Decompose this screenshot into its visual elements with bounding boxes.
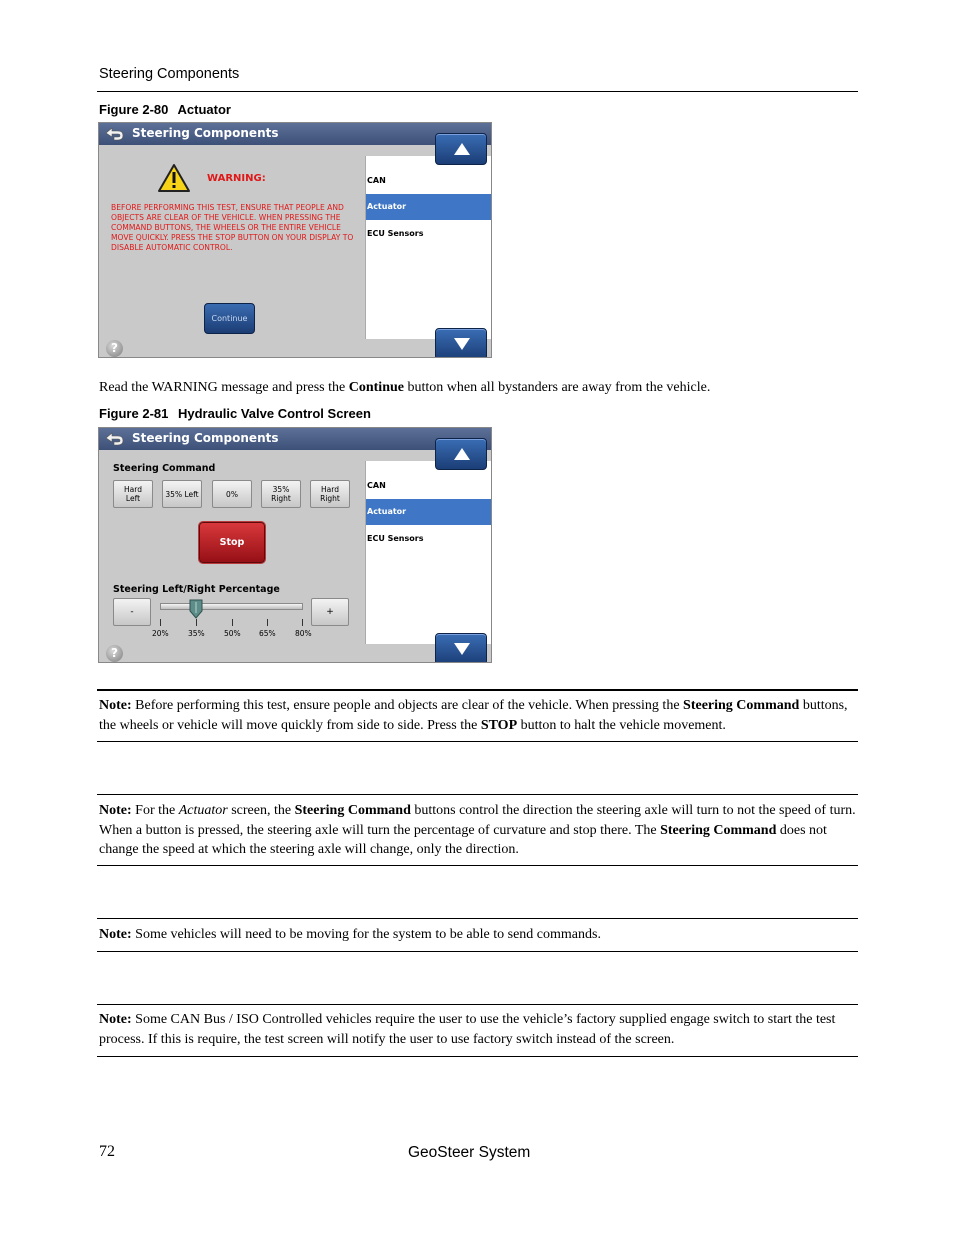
note-label: Note: (99, 698, 132, 713)
arrow-up-icon (454, 448, 470, 460)
list-item-can[interactable]: CAN (367, 481, 386, 490)
note-can-bus (99, 1010, 856, 1049)
note-text: does not change the speed at which the steering axle will change, only the direction. (99, 822, 827, 857)
list-item-ecu-sensors[interactable]: ECU Sensors (367, 534, 424, 543)
steering-command-label: Steering Command (113, 463, 216, 474)
screen-title: Steering Components (132, 126, 279, 140)
note-rule-bottom (97, 741, 858, 742)
note-steering-command (99, 801, 856, 860)
screen-titlebar (99, 123, 491, 145)
hard-left-button[interactable]: Hard Left (113, 480, 153, 508)
35-left-button[interactable]: 35% Left (162, 480, 202, 508)
list-item-ecu-sensors[interactable]: ECU Sensors (367, 229, 424, 238)
scroll-down-button[interactable] (435, 633, 487, 663)
note-moving-vehicles (99, 925, 856, 945)
0-percent-button[interactable]: 0% (212, 480, 252, 508)
note-text: buttons control the direction the steering axle will turn to not the speed of turn. When a button is pressed, the steering axle will turn the percentage of curvature and stop there. The (99, 803, 856, 838)
note-bold: Steering Command (683, 698, 800, 713)
warning-text: BEFORE PERFORMING THIS TEST, ENSURE THAT PEOPLE AND OBJECTS ARE CLEAR OF THE VEHICLE. WHEN PRESSING THE COMMAND BUTTONS, THE WHEELS OR THE ENTIRE VEHICLE MOVE QUICKLY. PRESS THE STOP BUTTON ON YOUR DISPLAY TO DISABLE AUTOMATIC CONTROL. (111, 203, 354, 252)
back-arrow-icon[interactable] (103, 125, 125, 142)
para-bold: Continue (348, 380, 404, 395)
hard-right-button[interactable]: Hard Right (310, 480, 350, 508)
tick-label-20: 20% (152, 629, 169, 638)
note-text: For the (131, 803, 179, 818)
list-item-actuator[interactable]: Actuator (366, 499, 492, 525)
tick-label-80: 80% (295, 629, 312, 638)
note-bold: Steering Command (660, 822, 777, 838)
running-head: Steering Components (99, 66, 240, 82)
tick-mark (160, 619, 161, 626)
note-rule-top (97, 1004, 858, 1005)
header-rule (97, 91, 858, 92)
instruction-paragraph (99, 378, 856, 397)
figure-caption-hydraulic (99, 406, 371, 421)
note-rule-top (97, 918, 858, 919)
tick-label-35: 35% (188, 629, 205, 638)
note-label: Note: (99, 803, 132, 818)
note-text: screen, the (227, 803, 295, 818)
figure-number: Figure 2-81 (99, 406, 169, 421)
note-text: button to halt the vehicle movement. (517, 717, 726, 733)
para-text: button when all bystanders are away from the vehicle. (403, 380, 711, 395)
component-list (365, 461, 492, 644)
note-label: Note: (99, 927, 132, 942)
help-icon[interactable]: ? (106, 340, 123, 357)
increase-button[interactable]: + (311, 598, 349, 626)
figure-number: Figure 2-80 (99, 102, 169, 117)
note-italic: Actuator (178, 803, 228, 818)
list-item-can[interactable]: CAN (367, 176, 386, 185)
note-text: buttons, the wheels or vehicle will move quickly from side to side. Press the (99, 698, 848, 733)
para-text: Read the WARNING message and press the (99, 380, 349, 395)
warning-title: WARNING: (207, 173, 266, 184)
page-number: 72 (99, 1143, 115, 1160)
arrow-down-icon (454, 338, 470, 350)
note-text: Before performing this test, ensure people and objects are clear of the vehicle. When pressing the (131, 698, 684, 713)
stop-button[interactable]: Stop (199, 522, 265, 563)
screen-title: Steering Components (132, 431, 279, 445)
help-icon[interactable]: ? (106, 645, 123, 662)
figure-caption-actuator (99, 102, 231, 117)
component-list (365, 156, 492, 339)
scroll-up-button[interactable] (435, 133, 487, 165)
tick-mark (232, 619, 233, 626)
screen-titlebar (99, 428, 491, 450)
scroll-down-button[interactable] (435, 328, 487, 358)
back-arrow-icon[interactable] (103, 430, 125, 447)
note-rule-top (97, 794, 858, 795)
note-rule-bottom (97, 865, 858, 866)
tick-mark (302, 619, 303, 626)
slider-thumb-icon[interactable] (189, 599, 203, 619)
tick-label-50: 50% (224, 629, 241, 638)
note-rule-top (97, 689, 858, 691)
list-item-actuator[interactable]: Actuator (366, 194, 492, 220)
tick-mark (196, 619, 197, 626)
note-bold: STOP (480, 717, 518, 733)
figure-title: Actuator (177, 102, 231, 117)
arrow-up-icon (454, 143, 470, 155)
warning-triangle-icon (157, 163, 191, 193)
note-bold: Steering Command (294, 803, 411, 818)
note-rule-bottom (97, 1056, 858, 1057)
note-safety (99, 696, 856, 735)
note-text: Some vehicles will need to be moving for the system to be able to send commands. (131, 927, 601, 942)
tick-mark (267, 619, 268, 626)
35-right-button[interactable]: 35% Right (261, 480, 301, 508)
actuator-warning-screen (98, 122, 492, 358)
continue-button[interactable]: Continue (204, 303, 255, 334)
hydraulic-valve-control-screen (98, 427, 492, 663)
steering-percentage-label: Steering Left/Right Percentage (113, 584, 280, 595)
note-label: Note: (99, 1012, 132, 1027)
note-text: Some CAN Bus / ISO Controlled vehicles require the user to use the vehicle’s factory supplied engage switch to start the test process. If this is require, the test screen will notify the user to use factory switch instead of the screen. (99, 1012, 836, 1047)
decrease-button[interactable]: - (113, 598, 151, 626)
figure-title: Hydraulic Valve Control Screen (177, 406, 371, 421)
percentage-slider-track[interactable] (160, 603, 303, 610)
tick-label-65: 65% (259, 629, 276, 638)
scroll-up-button[interactable] (435, 438, 487, 470)
arrow-down-icon (454, 643, 470, 655)
footer-title: GeoSteer System (408, 1144, 531, 1161)
note-rule-bottom (97, 951, 858, 952)
